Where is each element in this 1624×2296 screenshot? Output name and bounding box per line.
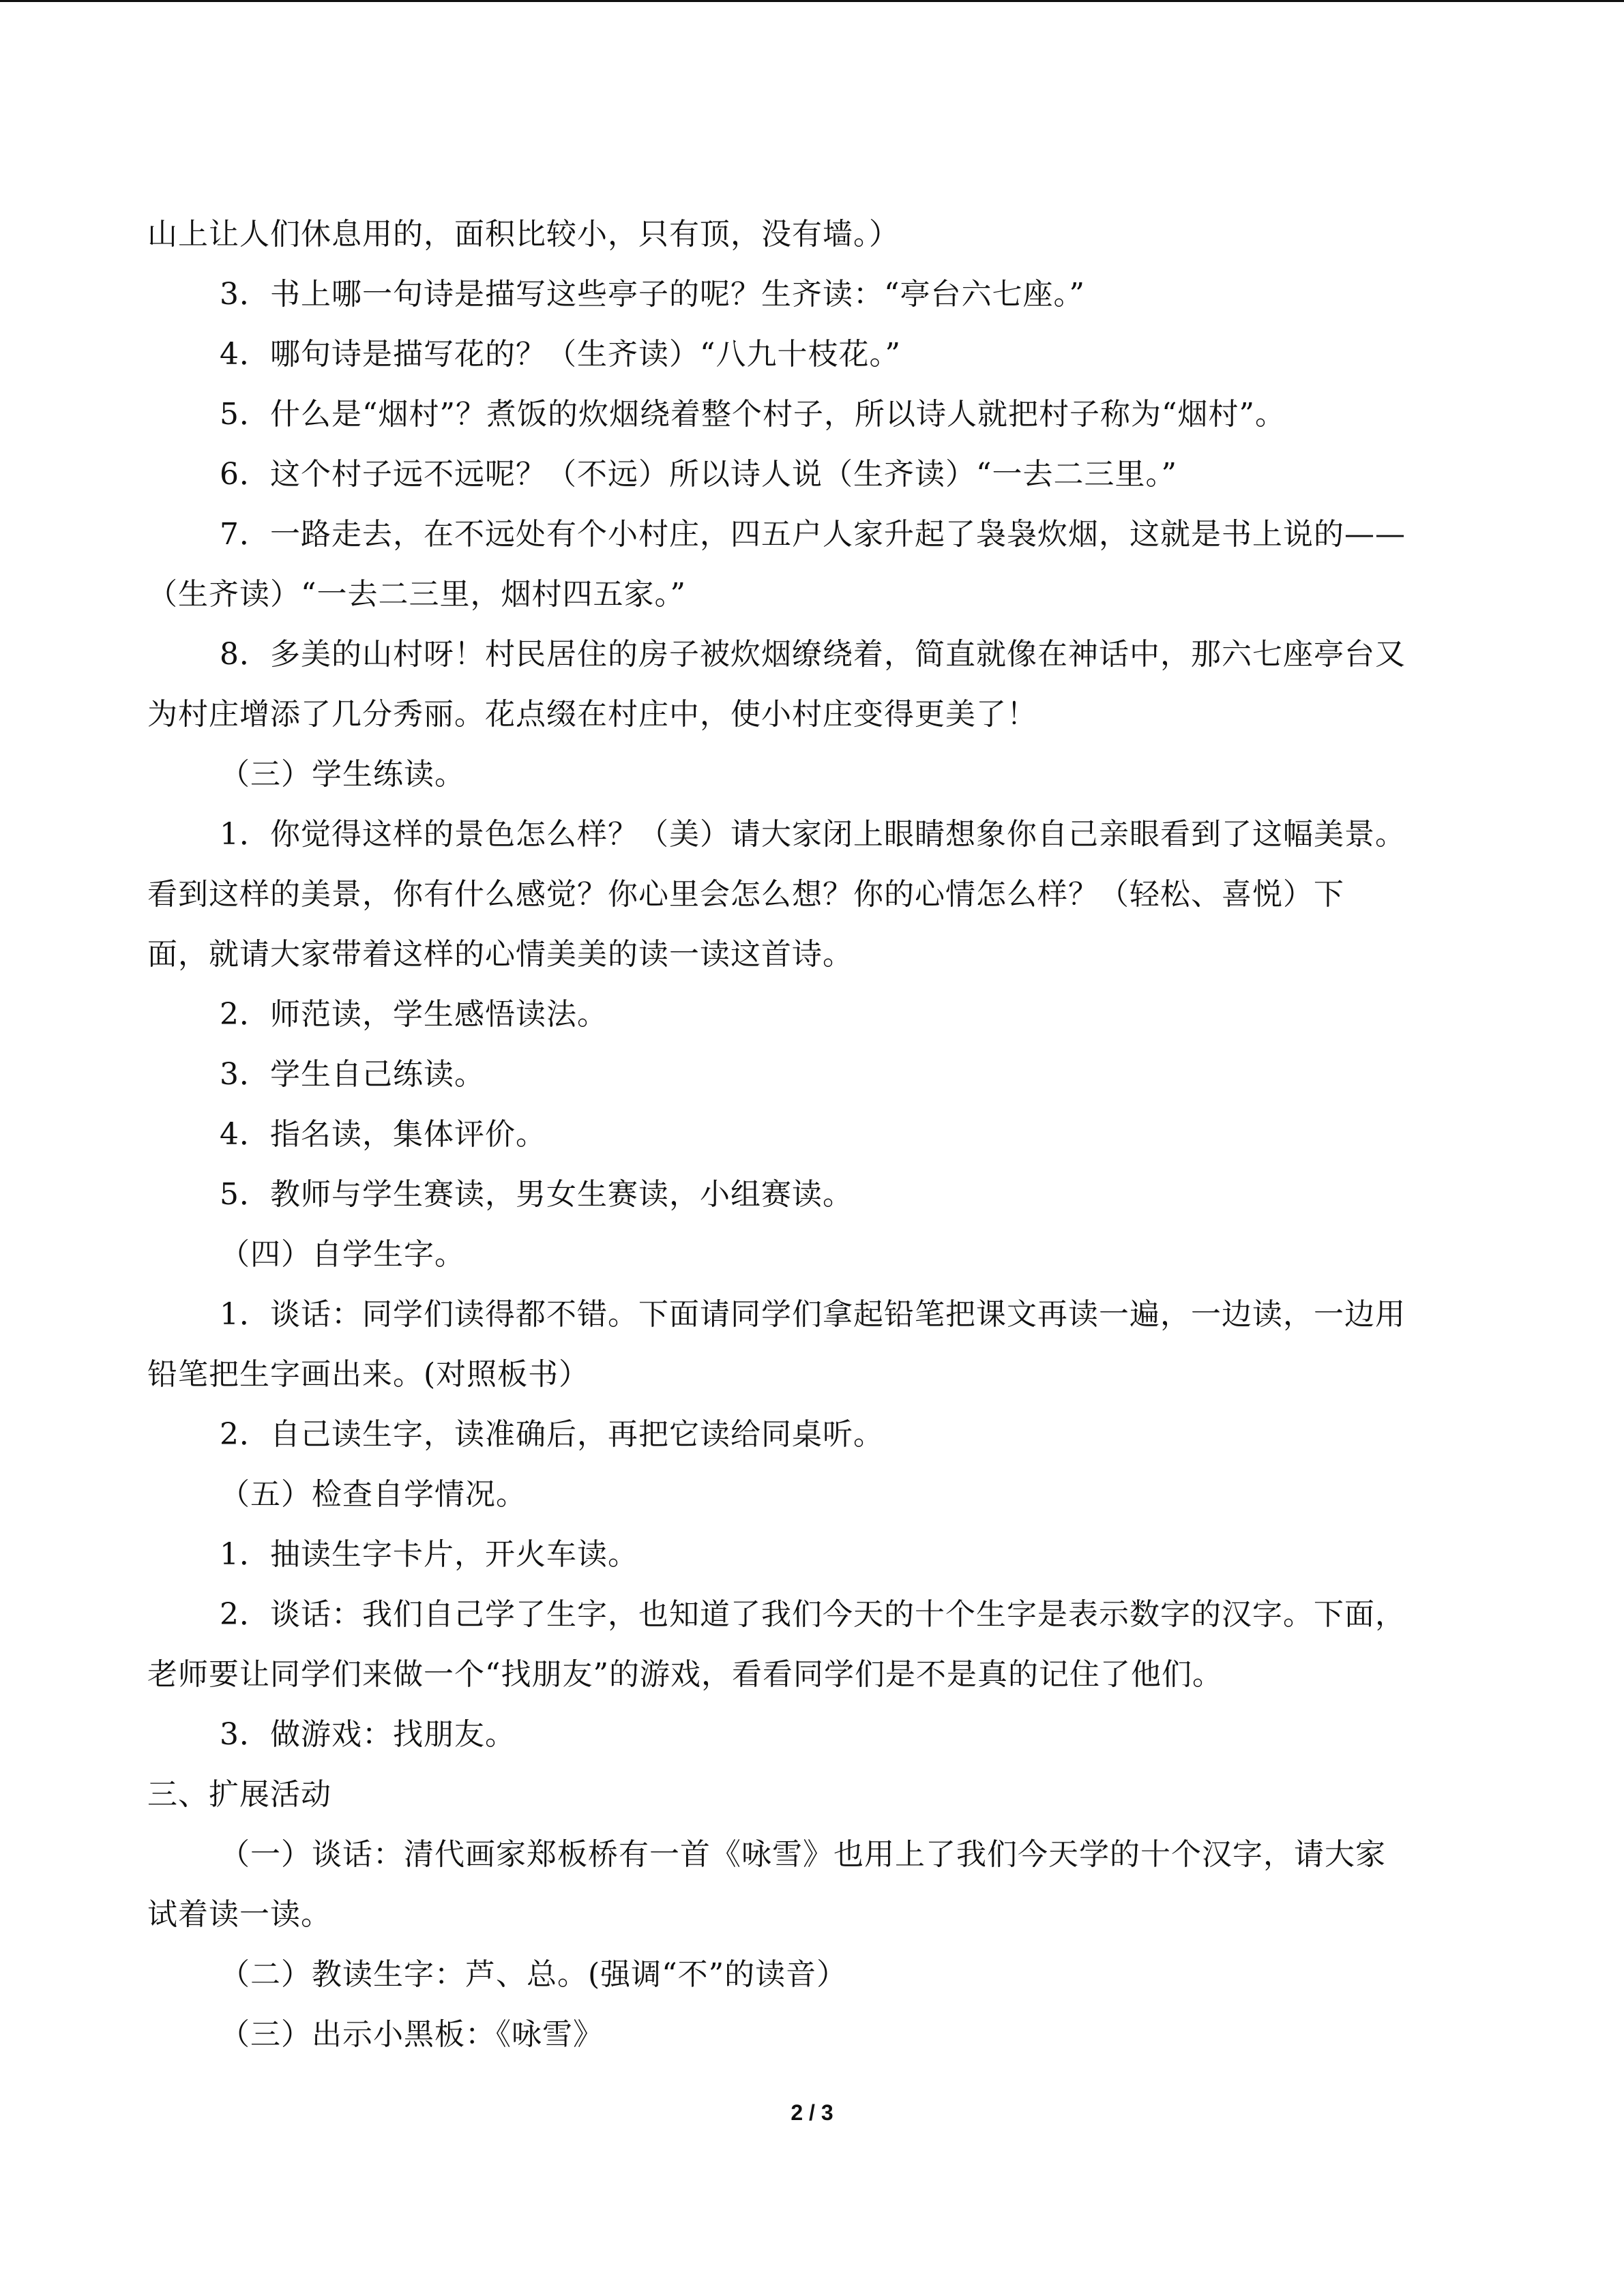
- text-line: （一）谈话：清代画家郑板桥有一首《咏雪》也用上了我们今天学的十个汉字，请大家: [220, 1837, 1386, 1872]
- text-line: 1．你觉得这样的景色怎么样？（美）请大家闭上眼睛想象你自己亲眼看到了这幅美景。: [220, 817, 1406, 852]
- section-subheading: （三）学生练读。: [220, 757, 465, 792]
- text-line: 山上让人们休息用的，面积比较小，只有顶，没有墙。）: [147, 217, 900, 252]
- text-line: 4．哪句诗是描写花的？（生齐读）“八九十枝花。”: [220, 337, 901, 372]
- section-subheading: （四）自学生字。: [220, 1237, 465, 1272]
- text-line: （生齐读）“一去二三里，烟村四五家。”: [147, 577, 686, 612]
- text-line: 2．谈话：我们自己学了生字，也知道了我们今天的十个生字是表示数字的汉字。下面，: [220, 1597, 1406, 1632]
- text-line: 老师要让同学们来做一个“找朋友”的游戏，看看同学们是不是真的记住了他们。: [147, 1657, 1223, 1692]
- text-line: （三）出示小黑板：《咏雪》: [220, 2017, 604, 2052]
- document-body: [147, 205, 1475, 2065]
- text-line: 3．做游戏：找朋友。: [220, 1717, 516, 1752]
- text-line: 1．抽读生字卡片，开火车读。: [220, 1537, 638, 1572]
- text-line: 3．学生自己练读。: [220, 1057, 485, 1092]
- text-line: 2．师范读，学生感悟读法。: [220, 997, 608, 1032]
- text-line: 2．自己读生字，读准确后，再把它读给同桌听。: [220, 1417, 884, 1452]
- text-line: 铅笔把生字画出来。(对照板书）: [147, 1357, 590, 1392]
- top-border-rule: [0, 0, 1624, 2]
- text-line: 试着读一读。: [147, 1897, 331, 1932]
- text-line: 5．什么是“烟村”？煮饭的炊烟绕着整个村子，所以诗人就把村子称为“烟村”。: [220, 397, 1286, 432]
- text-line: 7．一路走去，在不远处有个小村庄，四五户人家升起了袅袅炊烟，这就是书上说的——: [220, 517, 1406, 552]
- text-line: （二）教读生字：芦、总。(强调“不”的读音）: [220, 1957, 848, 1992]
- text-line: 看到这样的美景，你有什么感觉？你心里会怎么想？你的心情怎么样？（轻松、喜悦）下: [147, 877, 1344, 912]
- text-line: 8．多美的山村呀！村民居住的房子被炊烟缭绕着，简直就像在神话中，那六七座亭台又: [220, 637, 1406, 672]
- section-subheading: （五）检查自学情况。: [220, 1477, 527, 1512]
- text-line: 5．教师与学生赛读，男女生赛读，小组赛读。: [220, 1177, 853, 1212]
- text-line: 6．这个村子远不远呢？（不远）所以诗人说（生齐读）“一去二三里。”: [220, 457, 1177, 492]
- text-line: 4．指名读，集体评价。: [220, 1117, 546, 1152]
- text-line: 3．书上哪一句诗是描写这些亭子的呢？生齐读：“亭台六七座。”: [220, 277, 1085, 312]
- page-number: 2 / 3: [791, 2100, 833, 2125]
- text-line: 面，就请大家带着这样的心情美美的读一读这首诗。: [147, 937, 853, 972]
- text-line: 为村庄增添了几分秀丽。花点缀在村庄中，使小村庄变得更美了！: [147, 697, 1037, 732]
- section-heading: 三、扩展活动: [147, 1777, 331, 1812]
- text-line: 1．谈话：同学们读得都不错。下面请同学们拿起铅笔把课文再读一遍，一边读，一边用: [220, 1297, 1406, 1332]
